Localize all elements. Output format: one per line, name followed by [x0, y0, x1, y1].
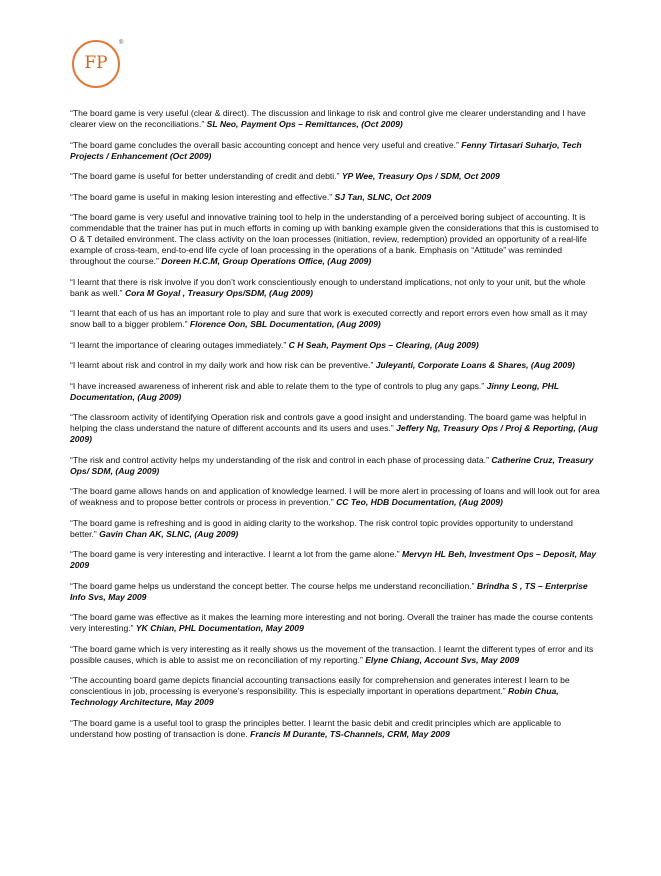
testimonial: [70, 340, 600, 351]
testimonial: [70, 381, 600, 403]
fp-logo: [72, 40, 124, 92]
testimonial: [70, 612, 600, 634]
testimonial-list: [70, 108, 600, 749]
testimonial: [70, 108, 600, 130]
testimonial-text: “The board game is a useful tool to grasp the principles better. I learnt the basic debit and credit principles which are applicable to understand how posting of transaction is done.: [70, 717, 562, 739]
testimonial-text: “I learnt that there is risk involve if you don’t work conscientiously enough to understand implications, not only to your unit, but the whole bank as well.”: [70, 276, 586, 298]
testimonial-attribution: Jinny Leong, PHL Documentation, (Aug 2009): [70, 380, 559, 402]
testimonial: [70, 360, 600, 371]
testimonial-attribution: SJ Tan, SLNC, Oct 2009: [334, 191, 432, 202]
testimonial: [70, 549, 600, 571]
testimonial-text: “The board game is useful in making lesion interesting and effective.”: [70, 191, 335, 202]
testimonial-text: “The accounting board game depicts financial accounting transactions easily for comprehension and generates interest I learn to be conscientious in job, processing is everyone’s responsibility. This is especially important in operations department.”: [70, 675, 570, 696]
testimonial-attribution: Fenny Tirtasari Suharjo, Tech Projects / Enhancement (Oct 2009): [70, 139, 582, 161]
testimonial-text: “The board game allows hands on and application of knowledge learned. I will be more alert in processing of loans and will look out for area of weakness and to propose better controls or process in prevention.”: [70, 486, 600, 507]
testimonial-text: “The board game is refreshing and is good in aiding clarity to the workshop. The risk control topic provides opportunity to understand better.”: [70, 517, 573, 539]
testimonial-text: “The classroom activity of identifying Operation risk and controls gave a good insight and understanding. The board game was helpful in helping the class understand the nature of different accounts and its users and uses.”: [70, 412, 587, 433]
testimonial-attribution: Mervyn HL Beh, Investment Ops – Deposit, May 2009: [70, 549, 597, 570]
testimonial: [70, 192, 600, 203]
testimonial-attribution: YK Chian, PHL Documentation, May 2009: [135, 623, 304, 633]
testimonial: [70, 644, 600, 666]
testimonial: [70, 212, 600, 267]
testimonial-text: “The board game was effective as it makes the learning more interesting and not boring. Overall the trainer has made the course contents very interesting.”: [70, 612, 593, 633]
testimonial-attribution: Cora M Goyal , Treasury Ops/SDM, (Aug 2009): [124, 287, 313, 298]
testimonial: [70, 412, 600, 445]
testimonial: [70, 171, 600, 182]
testimonial-text: “The board game is very interesting and interactive. I learnt a lot from the game alone.”: [70, 549, 402, 559]
testimonial-attribution: Doreen H.C.M, Group Operations Office, (Aug 2009): [161, 256, 372, 266]
testimonial: [70, 718, 600, 740]
testimonial-attribution: YP Wee, Treasury Ops / SDM, Oct 2009: [341, 171, 500, 181]
testimonial-text: “The risk and control activity helps my understanding of the risk and control in each phase of processing data.”: [70, 454, 492, 465]
testimonial: [70, 140, 600, 162]
testimonial-attribution: Gavin Chan AK, SLNC, (Aug 2009): [99, 528, 239, 539]
testimonial-text: “The board game is useful for better understanding of credit and debti.”: [70, 171, 342, 181]
testimonial: [70, 486, 600, 508]
testimonial-text: “The board game concludes the overall basic accounting concept and hence very useful and creative.”: [70, 139, 462, 150]
testimonial-attribution: Francis M Durante, TS-Channels, CRM, May 2009: [250, 728, 450, 739]
testimonial: [70, 308, 600, 330]
testimonial-attribution: CC Teo, HDB Documentation, (Aug 2009): [336, 497, 503, 507]
testimonial-attribution: Robin Chua, Technology Architecture, May 2009: [70, 686, 559, 707]
testimonial-text: “The board game is very useful and innovative training tool to help in the understanding of a perceived boring subject of accounting. It is commendable that the trainer has put in much efforts in coming up with banking example given the considerations that this is customised to O & T detailed environment. The class activity on the loan processes (initiation, review, redemption) provided an opportunity of a real-life example of cross-team, end-to-end life cycle of loan processing in the operations of a bank. Emphasis on “Attitude” was reminded throughout the course.”: [70, 212, 599, 266]
testimonial-attribution: Florence Oon, SBL Documentation, (Aug 2009): [189, 319, 381, 329]
testimonial: [70, 581, 600, 603]
testimonial-attribution: Elyne Chiang, Account Svs, May 2009: [365, 654, 520, 665]
testimonial-text: “I learnt about risk and control in my daily work and how risk can be preventive.”: [70, 360, 376, 370]
testimonial-text: “I have increased awareness of inherent risk and able to relate them to the type of controls to plug any gaps.”: [70, 380, 487, 391]
testimonial-attribution: Catherine Cruz, Treasury Ops/ SDM, (Aug 2009): [70, 454, 594, 476]
testimonial-text: “I learnt the importance of clearing outages immediately.”: [70, 339, 289, 350]
testimonial-text: “The board game helps us understand the concept better. The course helps me understand reconciliation.”: [70, 580, 477, 591]
testimonial-attribution: SL Neo, Payment Ops – Remittances, (Oct 2009): [206, 119, 403, 129]
testimonial-attribution: C H Seah, Payment Ops – Clearing, (Aug 2009): [288, 339, 479, 350]
testimonial-attribution: Brindha S , TS – Enterprise Info Svs, May 2009: [70, 580, 588, 602]
testimonial-attribution: Jeffery Ng, Treasury Ops / Proj & Reporting, (Aug 2009): [70, 423, 598, 444]
testimonial-text: “I learnt that each of us has an important role to play and sure that work is executed correctly and report errors even how small as it may snow ball to a bigger problem.”: [70, 308, 588, 329]
testimonial: [70, 455, 600, 477]
testimonial: [70, 518, 600, 540]
testimonial-text: “The board game is very useful (clear & direct). The discussion and linkage to risk and control give me clearer understanding and I have clearer view on the reconciliations.”: [70, 108, 586, 129]
testimonial-text: “The board game which is very interesting as it really shows us the movement of the transaction. I learnt the different types of error and its possible causes, which is able to assist me on reconciliation of my reporting.”: [70, 643, 594, 665]
testimonial-attribution: Juleyanti, Corporate Loans & Shares, (Aug 2009): [375, 360, 575, 370]
testimonial: [70, 277, 600, 299]
registered-mark: ®: [119, 40, 124, 46]
logo-text: FP: [84, 53, 108, 73]
testimonial: [70, 675, 600, 708]
